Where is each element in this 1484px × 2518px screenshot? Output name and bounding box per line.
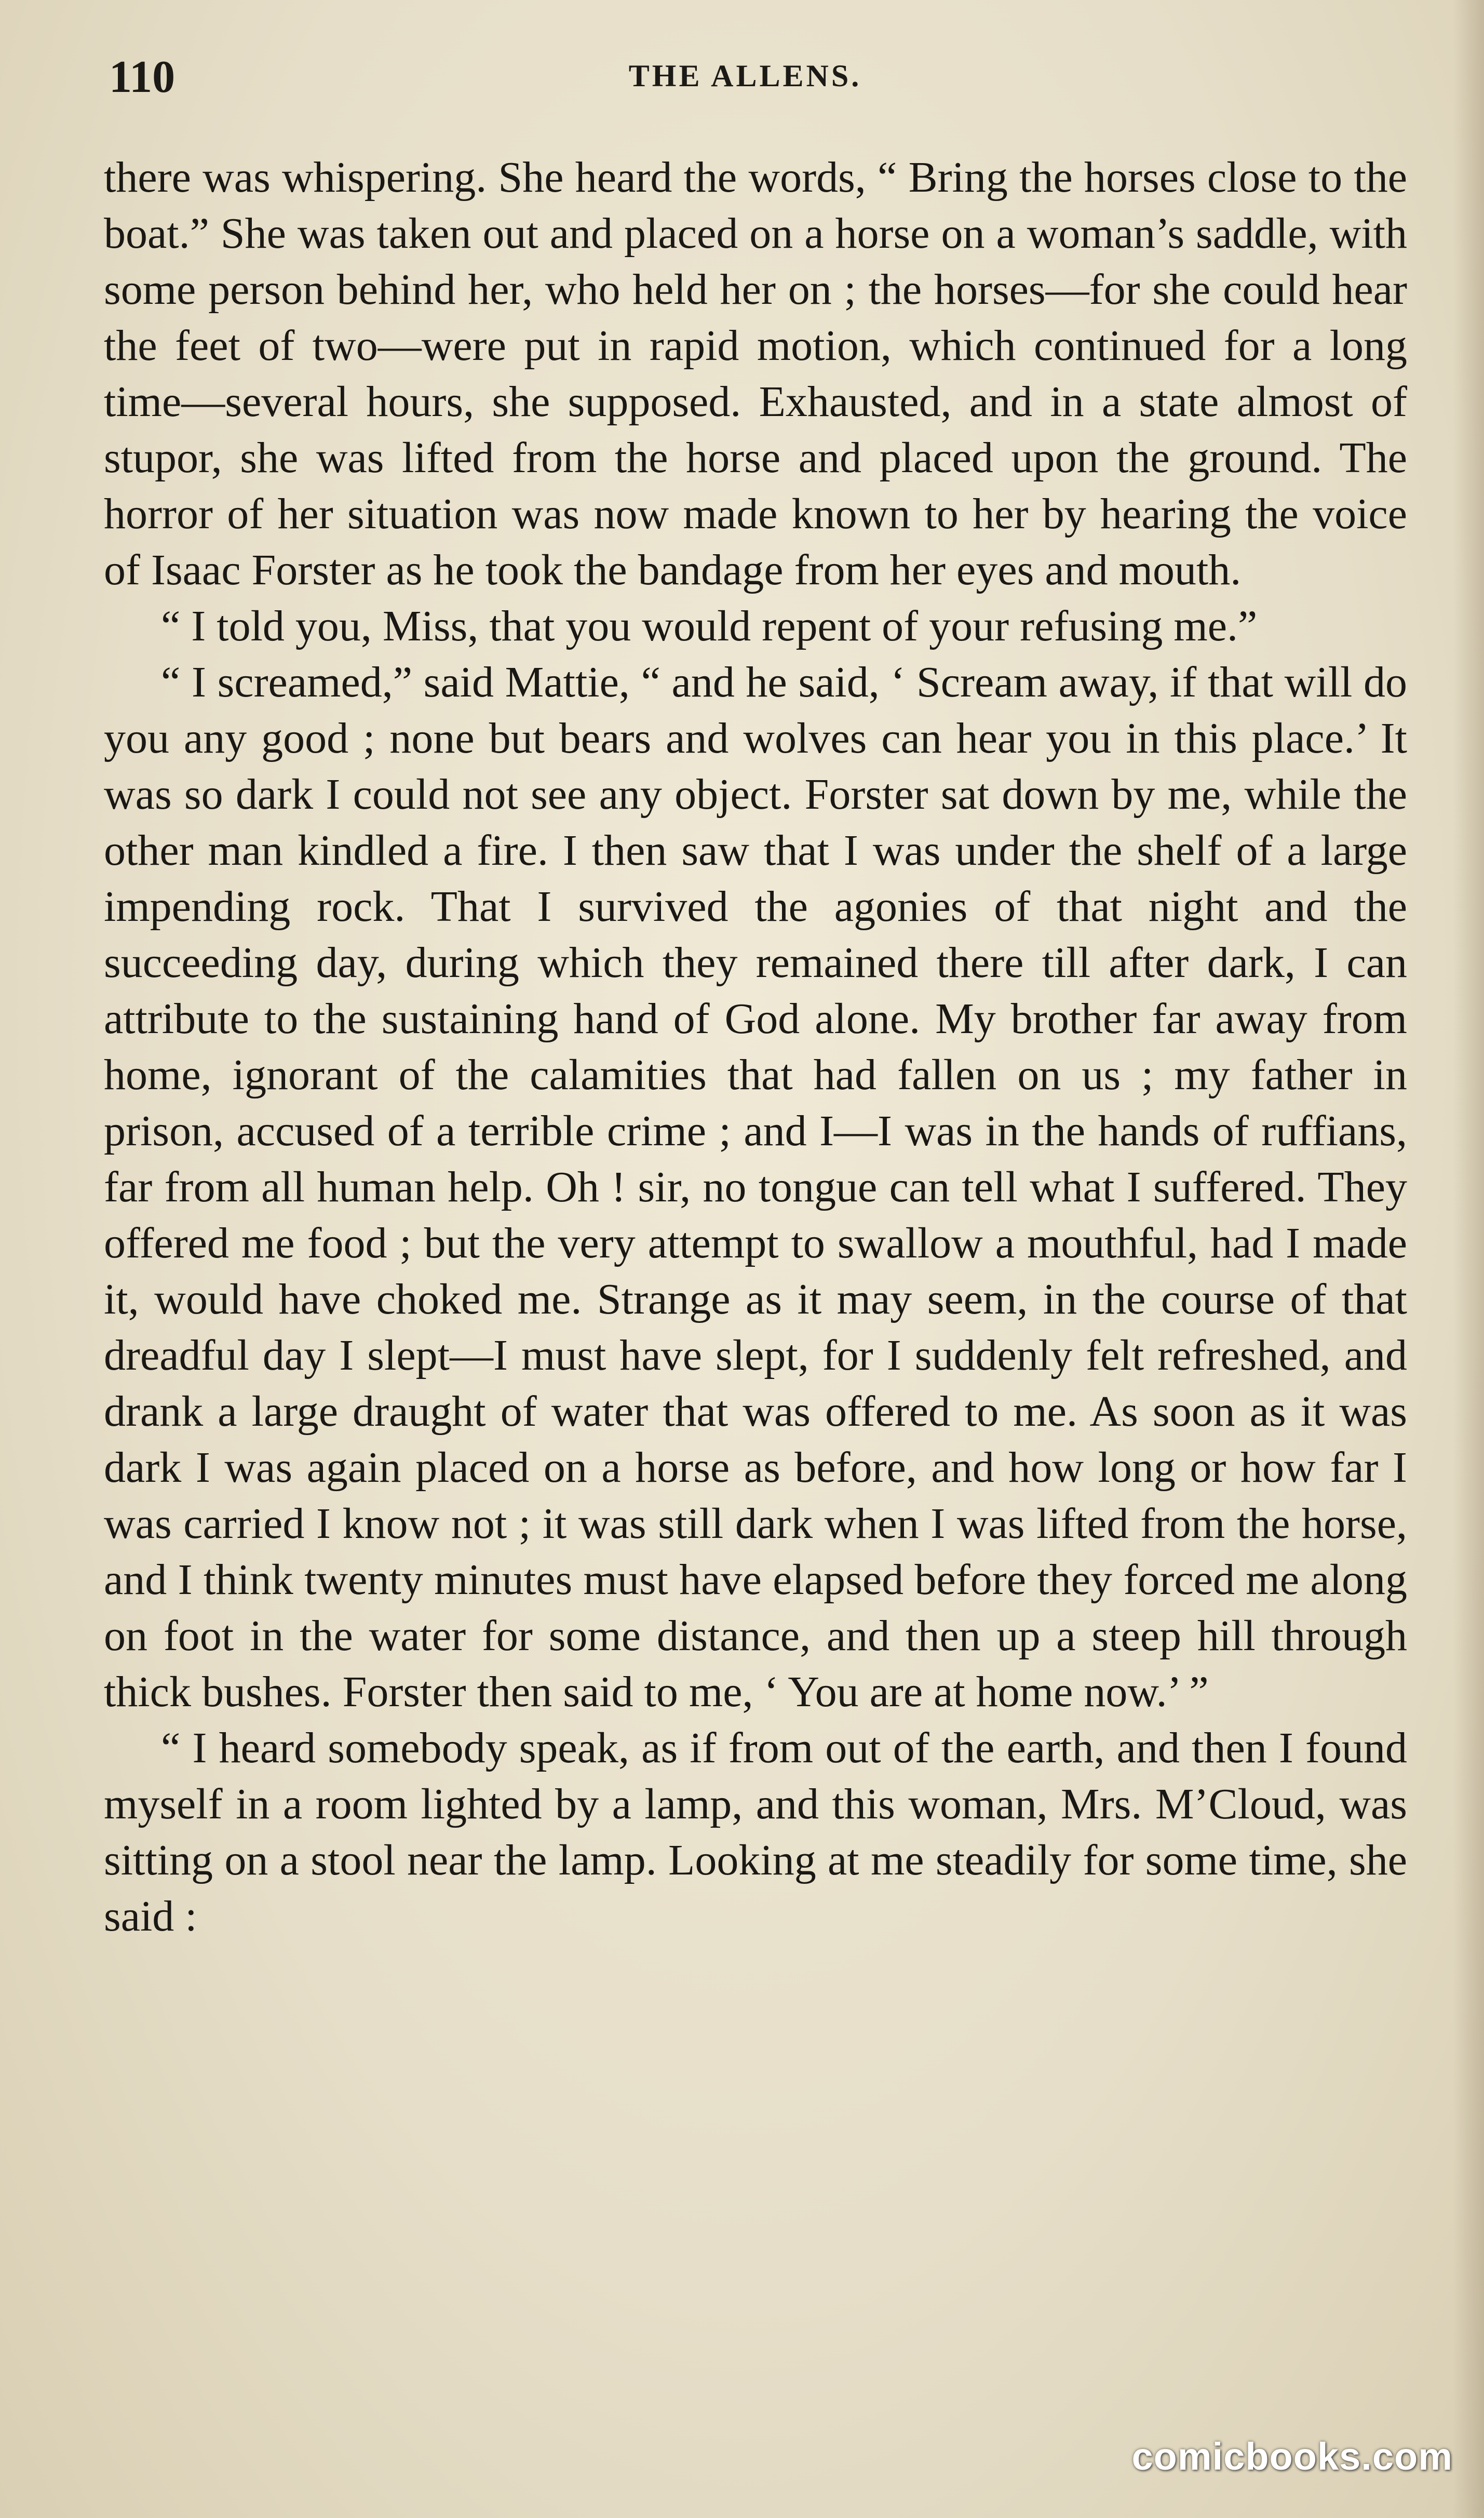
running-head: THE ALLENS.: [628, 59, 862, 93]
watermark: comicbooks.com: [1131, 2435, 1453, 2478]
page-header: [109, 46, 1381, 113]
page-number: 110: [109, 52, 176, 102]
paragraph: “ I told you, Miss, that you would repent of your refusing me.”: [161, 602, 1258, 650]
page-edge-shadow: [1453, 0, 1484, 2518]
paragraph-continued: there was whispering. She heard the words, “ Bring the horses close to the boat.” She was taken out and placed on a horse on a woman’s saddle, with some person behind her, who held her on ; the horses—for she could hear the feet of two—were put in rapid motion, which continued for a long time—several hours, she supposed. Exhausted, and in a state almost of stupor, she was lifted from the horse and placed upon the ground. The horror of her situation was now made known to her by hearing the voice of Isaac Forster as he took the bandage from her eyes and mouth.: [104, 153, 1407, 594]
paragraph: “ I heard somebody speak, as if from out of the earth, and then I found myself in a room lighted by a lamp, and this woman, Mrs. M’Cloud, was sitting on a stool near the lamp. Looking at me steadily for some time, she said :: [104, 1724, 1407, 1940]
paragraph: “ I screamed,” said Mattie, “ and he said, ‘ Scream away, if that will do you any good ; none but bears and wolves can hear you in this place.’ It was so dark I could not see any object. Forster sat down by me, while the other man kindled a fire. I then saw that I was under the shelf of a large impending rock. That I survived the agonies of that night and the succeeding day, during which they remained there till after dark, I can attribute to the sustaining hand of God alone. My brother far away from home, ignorant of the calamities that had fallen on us ; my father in prison, accused of a terrible crime ; and I—I was in the hands of ruffians, far from all human help. Oh ! sir, no tongue can tell what I suffered. They offered me food ; but the very attempt to swallow a mouthful, had I made it, would have choked me. Strange as it may seem, in the course of that dreadful day I slept—I must have slept, for I suddenly felt refreshed, and drank a large draught of water that was offered to me. As soon as it was dark I was again placed on a horse as before, and how long or how far I was carried I know not ; it was still dark when I was lifted from the horse, and I think twenty minutes must have elapsed before they forced me along on foot in the water for some distance, and then up a steep hill through thick bushes. Forster then said to me, ‘ You are at home now.’ ”: [104, 658, 1407, 1716]
body-text: [104, 150, 1407, 1945]
